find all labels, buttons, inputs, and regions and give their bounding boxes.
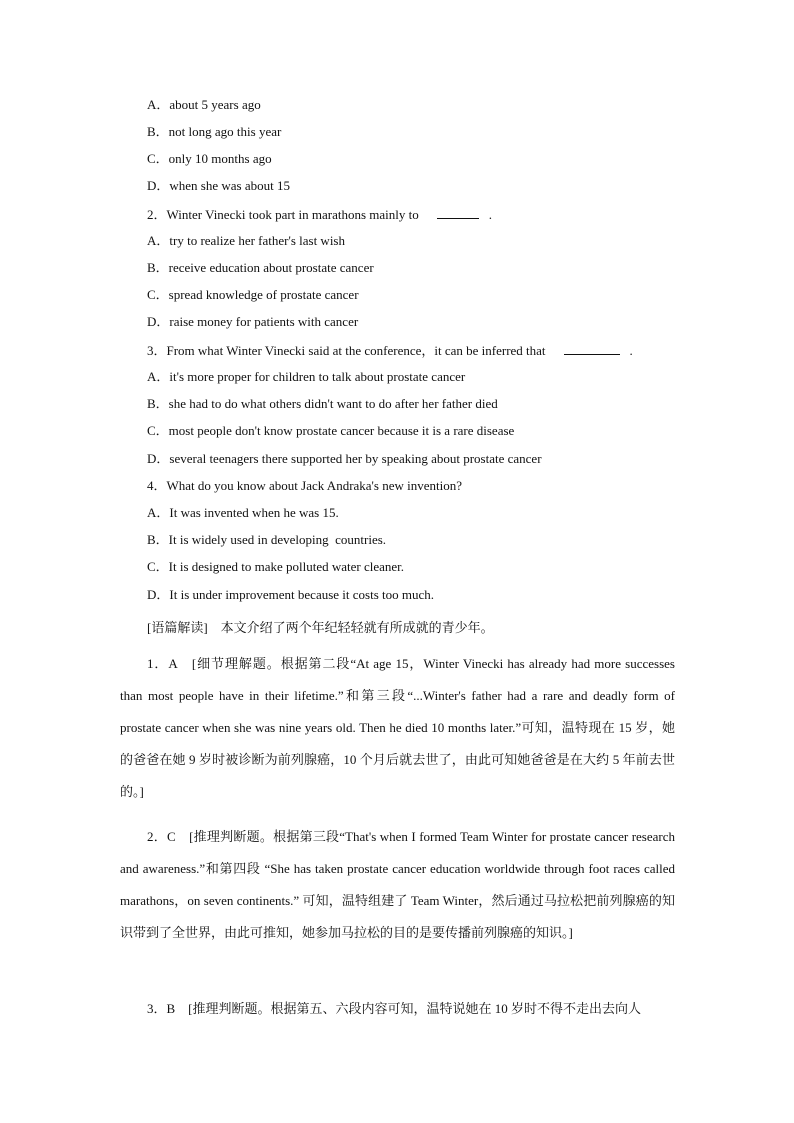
answer-explanation-2-text: 2．C [推理判断题。根据第三段“That's when I formed Team Winter for prostate cancer research and awareness.”和第四段 “She has taken prostate cancer education worldwide through foot races called marathons，on seven continents.” 可知，温特组建了 Team Winter，然后通过马拉松把前列腺癌的知识带到了全世界，由此可推知，她参加马拉松的目的是要传播前列腺癌的知识。] [120,829,675,940]
q1-option-d: D．when she was about 15 [147,178,290,193]
q2-option-c: C．spread knowledge of prostate cancer [147,287,359,302]
q3-stem-end: . [629,343,633,358]
q2-answer-blank [437,206,479,219]
q2-stem-end: . [488,207,493,222]
q1-option-a: A．about 5 years ago [147,97,261,112]
q3-option-c: C．most people don't know prostate cancer because it is a rare disease [147,423,515,438]
q1-option-b: B．not long ago this year [147,124,282,139]
answer-explanation-3 [120,993,675,1025]
q3-stem-line [147,342,633,359]
q4-option-b: B．It is widely used in developing countries. [147,532,387,547]
q2-option-d: D．raise money for patients with cancer [147,314,359,329]
q2-option-b: B．receive education about prostate cancer [147,260,374,275]
answer-explanation-1-text: 1．A [细节理解题。根据第二段“At age 15，Winter Vinecki has already had more successes than most people have in their lifetime.”和第三段“...Winter's father had a rare and deadly form of prostate cancer when she was nine years old. Then he died 10 months later.”可知，温特现在 15 岁，她的爸爸在她 9 岁时被诊断为前列腺癌，10 个月后就去世了，由此可知她爸爸是在大约 5 年前去世的。] [120,656,675,799]
q2-stem: 2．Winter Vinecki took part in marathons mainly to [147,207,419,222]
q4-option-d: D．It is under improvement because it costs too much. [147,587,435,602]
answer-explanation-3-text: 3．B [推理判断题。根据第五、六段内容可知，温特说她在 10 岁时不得不走出去向人 [147,1001,642,1016]
q4-option-c: C．It is designed to make polluted water cleaner. [147,559,405,574]
q3-option-a: A．it's more proper for children to talk about prostate cancer [147,369,466,384]
q2-stem-line [147,206,492,223]
q4-option-a: A．It was invented when he was 15. [147,505,339,520]
answer-explanation-1 [120,648,675,808]
q3-stem: 3．From what Winter Vinecki said at the conference，it can be inferred that [147,343,546,358]
q3-option-b: B．she had to do what others didn't want to do after her father died [147,396,498,411]
q1-option-c: C．only 10 months ago [147,151,272,166]
answer-explanation-2 [120,821,675,949]
passage-summary: [语篇解读] 本文介绍了两个年纪轻轻就有所成就的青少年。 [147,620,494,635]
q2-option-a: A．try to realize her father's last wish [147,233,345,248]
q4-stem: 4．What do you know about Jack Andraka's new invention? [147,478,462,493]
q3-option-d: D．several teenagers there supported her by speaking about prostate cancer [147,451,542,466]
q3-answer-blank [564,342,620,355]
